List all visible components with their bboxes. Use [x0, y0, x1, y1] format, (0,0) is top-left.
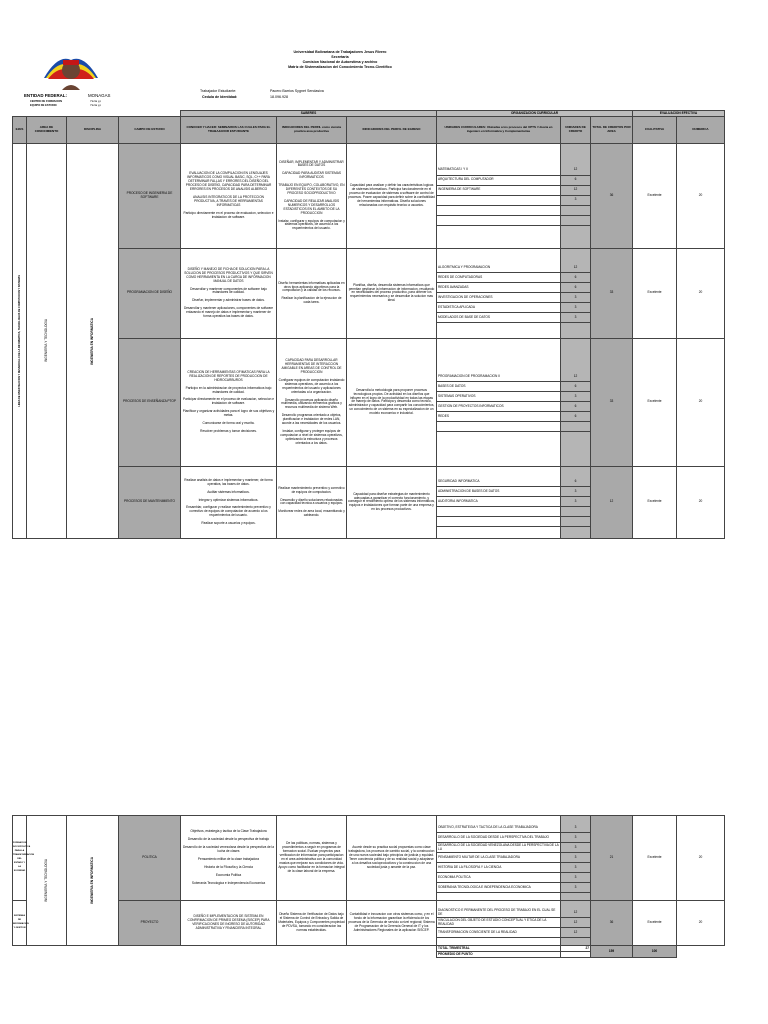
unit-name: MATEMATICAS I Y II: [437, 166, 560, 176]
total-cell: 36: [591, 901, 633, 946]
unit-credit: 12: [561, 372, 590, 382]
cualitativa-cell: Excelente: [633, 901, 677, 946]
unit-name: DESARROLLO DE LA SOCIEDAD VENEZOLANA DESDE LA PERSPECTIVA DE LA LU: [437, 843, 560, 853]
indicator-cell-item: Instalar, configurar y equipos de computacion y sistemas operativos, de acuerdo a los requerimientos del usuario.: [278, 218, 345, 231]
indicator-cell-item: Configurar equipos de computacion instalando sistemas operativos, de acuerdo a los requerimientos del usuario y aplicaciones orientadas a la organizacion.: [278, 377, 345, 394]
numerica-cell: 20: [677, 338, 725, 466]
conocer-cell-item: Ensamblar, configurar y realizar mantenimiento preventivo y correctivo de equipos de computacion de acuerdo a los requerimientos del usuario.: [186, 505, 271, 518]
indicator-cell-item: DISEÑAR, IMPLEMENTAR Y ADMINISTRAR BASES DE DATOS: [279, 159, 344, 168]
unit-credit: 3: [561, 873, 590, 883]
unit-name: BASES DE DATOS: [437, 382, 560, 392]
unit-credit: [561, 422, 590, 432]
units-cell: [437, 901, 561, 946]
indicator-cell-item: Instalar, configurar y proteger equipos de computacion a nivel de sistemas operativos, optimizando la estructura y procesos orientados a los datos.: [280, 428, 343, 445]
unit-name: [437, 206, 560, 216]
secretariat: Secretaria: [331, 55, 349, 59]
disc-cell: [67, 816, 119, 946]
column-header: DISCIPLINA: [67, 116, 119, 143]
unit-name: SEGURIDAD INFORMATICA: [437, 477, 560, 487]
unit-credit: 12: [561, 918, 590, 928]
team-label: EQUIPO DE ESTUDIO: [30, 104, 57, 107]
unit-name: ARQUITECTURA DEL COMPUTADOR: [437, 176, 560, 186]
egreso-cell: Desarrolla la metodologia para proponer procesos tecnologicos propios. De actividad en los diseños que influyen en el logro de la productividad en todas las etapas de manejo de datos. Participa y desarrolla como tecnico, administrador y capacidad para compartir los conocimientos, un conocimiento de un sistema en su especializacion de un modelo economico e industrial.: [347, 338, 437, 466]
indicator-cell: Diseño Sistema de Verificacion de Datos bajo el Sistema de Control de Entrada y Salida de Materiales, Equipos y Componentes propiedad de PDVSA, tomando en consideracion las normas establecidas.: [277, 901, 347, 946]
university-name: Universidad Bolivariana de Trabajadores Jesus Rivero: [293, 50, 387, 54]
egreso-cell: Contabilidad e innovacion con otros sistemas como, y en el fondo de la informacion garantizar la eficiencia de los procesos de la Gerencia de servicio a nivel regional; Sistema de Programacion de la Gerencia General de IT y los Administradores Regionales de la aplicacion SISCEP.: [347, 901, 437, 946]
promedio-value: [561, 952, 591, 958]
id-label: Cedula de Identidad:: [202, 95, 238, 99]
unit-name: REDES: [437, 412, 560, 422]
university-logo: [40, 52, 102, 90]
unit-credit: 12: [561, 186, 590, 196]
indicator-cell-item: Realizar la planificacion de la ejecucion de cada tarea.: [281, 296, 342, 305]
table-row: [13, 466, 725, 538]
conocer-cell-item: Soberania Tecnologica e Independencia Economica: [191, 880, 266, 885]
column-header: INDICADORES DEL PERFIL DE EGRESO: [347, 116, 437, 143]
conocer-cell: [181, 143, 277, 248]
unit-credit: 3: [561, 843, 590, 853]
unit-credit: 3: [561, 823, 590, 833]
table-row: [13, 338, 725, 466]
unit-name: [437, 507, 560, 517]
area-cell: [27, 816, 67, 946]
area-text: INGENIERIA Y TECNOLOGIA: [43, 859, 48, 902]
grand-total: 159: [591, 946, 633, 958]
conocer-cell-item: Historia de la Filosofia y la Ciencia: [204, 864, 253, 869]
unit-name: HISTORIA DE LA FILOSOFIA Y LA CIENCIA: [437, 863, 560, 873]
indicator-cell-item: Monitorear redes de area local, ensamblando y cableando.: [278, 509, 345, 518]
conocer-cell-item: Integrar y optimizar sistemas informaticos.: [198, 497, 259, 502]
matrix-table-page2: [12, 815, 725, 958]
unit-name: ADMINISTRACION DE BASES DE DATOS: [437, 487, 560, 497]
conocer-cell: DISEÑO E IMPLEMENTACION DE SISTEMA EN CONFIRMACION DE PRIMEG DESEMA (SISCEP) PARA VERIFICACIONES DE INGRESO DE AUTORIDAD ADMINISTRATIVA Y FINANCIERA INTEGRAL: [181, 901, 277, 946]
units-cell: [437, 248, 561, 338]
column-header: UNIDADES DE CREDITO: [561, 116, 591, 143]
column-header: AREA DE CONOCIMIENTO: [27, 116, 67, 143]
units-cell: [437, 466, 561, 538]
disc-cell: [67, 143, 119, 538]
unit-credit: 6: [561, 477, 590, 487]
indicator-cell: [277, 143, 347, 248]
unit-name: ALGORITMICA Y PROGRAMACION: [437, 263, 560, 273]
cualitativa-cell: Excelente: [633, 248, 677, 338]
eje-cell: [13, 143, 27, 538]
units-cell: [437, 816, 561, 901]
numerica-cell: 20: [677, 248, 725, 338]
total-cell: 33: [591, 248, 633, 338]
conocer-cell-item: Participar directamente en el proceso de evaluacion, seleccion e instalacion de software.: [182, 397, 275, 406]
unit-name: DIAGNOSTICO E PERMANENTE DEL PROCESO DE TRABAJO EN EL CUAL SE DE: [437, 908, 560, 918]
unit-credit: [561, 206, 590, 216]
unit-name: [437, 216, 560, 226]
cualitativa-cell: Excelente: [633, 338, 677, 466]
units-cell: [437, 338, 561, 466]
unit-name: INGENIERIA DE SOFTWARE: [437, 186, 560, 196]
column-header: NUMERICA: [677, 116, 725, 143]
numerica-cell: 20: [677, 816, 725, 901]
group-saberes: SABERES: [181, 111, 437, 117]
indicator-cell-item: TRABAJO EN EQUIPO, COLABORATIVO, EN DIFERENTES CONTEXTOS DE SU PROCESO SOCIOPRODUCTIVO: [278, 183, 345, 195]
total-cell: 36: [591, 143, 633, 248]
unit-name: SOBERANIA TECNOLOGICA E INDEPENDENCIA ECONOMICA: [437, 883, 560, 893]
unit-name: OBJETIVO, ESTRATEGIA Y TACTICA DE LA CLASE TRABAJADORA: [437, 823, 560, 833]
credits-cell: [561, 466, 591, 538]
conocer-cell-item: ANALISIS INTEGRATICOS DE LA PROTECCION PRODUCTIVA, A TRAVES DE HERRAMIENTAS INFORMATICAS: [193, 194, 264, 207]
unit-credit: 6: [561, 402, 590, 412]
unit-name: [437, 422, 560, 432]
unit-name: SISTEMAS OPERATIVOS: [437, 392, 560, 402]
eje-cell: SISTEMAS DE INFORMACION Y GESTION: [13, 901, 27, 946]
indicator-cell: [277, 338, 347, 466]
total-cell: 33: [591, 338, 633, 466]
unit-credit: 12: [561, 166, 590, 176]
area-text: INGENIERIA Y TECNOLOGIA: [43, 319, 48, 363]
promedio-label: PROMEDIO DE PUNTO: [437, 952, 561, 958]
eje-cell: FORMACION SOCIOPOLITICA PARA LA TRANSFORMACION DEL ESTADO Y LA SOCIEDAD: [13, 816, 27, 901]
column-header: EJES: [13, 116, 27, 143]
conocer-cell: [181, 248, 277, 338]
column-header: CAMPO DE ESTUDIO: [119, 116, 181, 143]
column-header: UNIDADES CURRICULARES: Ubicadas a los procesos del UPTS / Ucecia en ingeniero en Informatica y Complementarias: [437, 116, 561, 143]
numerica-cell: 20: [677, 466, 725, 538]
cualitativa-cell: Excelente: [633, 466, 677, 538]
group-organizacion: ORGANIZACION CURRICULAR: [437, 111, 633, 117]
unit-credit: 6: [561, 382, 590, 392]
unit-name: REDES DE COMPUTADORAS: [437, 273, 560, 283]
unit-credit: 12: [561, 928, 590, 938]
entity-label: ENTIDAD FEDERAL:: [24, 93, 67, 98]
campo-cell: PROCESOS DE ENSEÑANZA PTOP: [119, 338, 181, 466]
indicator-cell-item: Diseño herramientas informaticas aplicadas en otros tipos aplicando algoritmos para la computacion y la calidad de los recursos.: [278, 280, 345, 293]
table-row: [13, 816, 725, 901]
area-cell: [27, 143, 67, 538]
unit-name: [437, 196, 560, 206]
egreso-cell: Capacidad para analizar y definir las caracteristicas logicas de sistemas informaticos. Participa funcionalmente en el proceso de evaluacion de sistemas a software de control de procesos. Posee capacidad para definir sobre la confiabilidad de herramientas informaticas. Diseña soluciones relacionadas con requisito tecnico a usuarios.: [347, 143, 437, 248]
indicator-cell-item: CAPACIDAD PARA AUDITAR SISTEMAS INFORMATICOS: [282, 171, 341, 180]
disc-text: INGENIERIA EN INFORMATICA: [89, 317, 94, 365]
center-label: CENTRO DE FORMACION: [30, 100, 62, 103]
indicator-cell-item: CAPACIDAD PARA DESARROLLAR HERRAMIENTAS DE INTERACCION AMIGABLE EN AREAS DE CONTROL DE PRODUCCION: [281, 358, 342, 374]
unit-name: [437, 517, 560, 527]
unit-credit: 3: [561, 293, 590, 303]
unit-credit: 3: [561, 196, 590, 206]
matrix-table: [12, 110, 725, 539]
unit-name: DESARROLLO DE LA SOCIEDAD DESDE LA PERSPECTIVA DEL TRABAJO: [437, 833, 560, 843]
disc-text: INGENIERIA EN INFORMATICA: [89, 857, 94, 904]
grand-numerica: 100: [633, 946, 677, 958]
indicator-cell-item: Desarrollo y diseño soluciones relacionadas con capacidad tecnica a usuarios y equipos.: [280, 497, 343, 506]
unit-credit: 3: [561, 303, 590, 313]
total-cell: 12: [591, 466, 633, 538]
table-row: [13, 901, 725, 946]
indicator-cell-item: CAPACIDAD DE REALIZAR ANALISIS NUMERICOS Y DESARROLLOS ESTADISTICOS EN EL AMBITO DE LA PRODUCCION: [283, 198, 340, 215]
table-row: [13, 143, 725, 248]
team-value: Yku'ta y.p: [90, 104, 102, 107]
unit-credit: 12: [561, 908, 590, 918]
indicator-cell: [277, 248, 347, 338]
group-evaluacion: EVALUACION EFECTIVA: [633, 111, 725, 117]
campo-cell: PROGRAMACION DE DISEÑO: [119, 248, 181, 338]
indicator-cell-item: Desarrollo procesos aplicando diseño multimedia, utilizando elementos graficos y recursos multimedia de sistema Web.: [281, 397, 342, 410]
conocer-cell: [181, 338, 277, 466]
unit-name: MODELADOS DE BASE DE DATOS: [437, 313, 560, 323]
numerica-cell: 20: [677, 901, 725, 946]
credits-cell: [561, 901, 591, 946]
unit-credit: 6: [561, 273, 590, 283]
conocer-cell-item: Desarrollar y mantener componentes de software bajo estandares de calidad.: [190, 286, 267, 295]
unit-credit: 12: [561, 263, 590, 273]
credits-cell: [561, 816, 591, 901]
unit-name: INVESTIGACION DE OPERACIONES: [437, 293, 560, 303]
total-cell: 21: [591, 816, 633, 901]
unit-name: ECONOMIA POLITICA: [437, 873, 560, 883]
conocer-cell-item: Comunicarse de forma oral y escrita.: [202, 421, 255, 426]
conocer-cell-item: Participo directamente en el proceso de evaluacion, seleccion e instalacion de software.: [183, 210, 274, 219]
unit-credit: 6: [561, 283, 590, 293]
credits-cell: [561, 143, 591, 248]
conocer-cell-item: Participo en la administracion de proyectos informaticos bajo estandares de calidad.: [185, 385, 272, 394]
unit-credit: 3: [561, 863, 590, 873]
credits-cell: [561, 338, 591, 466]
unit-credit: [561, 216, 590, 226]
campo-cell: PROCESOS DE MANTENIMIENTO: [119, 466, 181, 538]
indicator-cell: De las politicas, normas, sistemas y procedimientos a seguir en programas de formacion social. Evaluar proyectos para verificacion de informacion para participacion en el area administrativa con la comunidad masiva que mejoran sus condiciones de vida. Apoyo como facilitador en la formacion integral de la clase laboral de la empresa.: [277, 816, 347, 901]
unit-name: PENSAMIENTO MILITAR DE LA CLASE TRABAJADORA: [437, 853, 560, 863]
eje-text: LINEA DE INVESTIGACION Y DESARROLLO DE LA INFORMATICA, TECNOLOGIAS DE COMPUTACION Y SISTEMAS: [17, 275, 21, 407]
id-value: 18.096.928: [270, 95, 288, 99]
conocer-cell-item: Planificar y organizar actividades para el logro de sus objetivos y metas.: [182, 409, 275, 418]
unit-credit: 3: [561, 883, 590, 893]
campo-cell: POLITICA: [119, 816, 181, 901]
conocer-cell-item: CREACION DE HERRAMIENTAS OFIMATICAS PARA LA REALIZACION DE REPORTES DE PRODUCCION DE HIDROCARBUROS: [187, 369, 270, 382]
conocer-cell-item: Desarrollo de la sociedad desde la perspectiva de trabajo: [187, 837, 270, 842]
column-header: CUALITATIVA: [633, 116, 677, 143]
worker-value: Pacero Barrios Sygnet Sendasiva: [270, 89, 324, 93]
unit-credit: [561, 507, 590, 517]
conocer-cell-item: Objetivos, estrategia y tactica de la Clase Trabajadora: [190, 829, 267, 834]
column-header: INDICADORES DEL PERFIL como ciencia practica area productiva: [277, 116, 347, 143]
unit-name: GESTION DE PROYECTOS INFORMATICOS: [437, 402, 560, 412]
unit-credit: 3: [561, 833, 590, 843]
center-value: Yku'ta y.p: [90, 100, 102, 103]
cualitativa-cell: Excelente: [633, 143, 677, 248]
indicator-cell: [277, 466, 347, 538]
column-header: TOTAL DE CREDITOS POR AREA: [591, 116, 633, 143]
indicator-cell-item: Realizar mantenimiento preventivo y correctivo de equipos de computacion.: [278, 485, 345, 494]
conocer-cell-item: Economia Politica: [215, 872, 242, 877]
campo-cell: PROYECTO: [119, 901, 181, 946]
unit-credit: 3: [561, 487, 590, 497]
total-trimestral-value: 27: [561, 946, 591, 952]
table-row: [13, 248, 725, 338]
unit-credit: 3: [561, 313, 590, 323]
conocer-cell-item: Desarrollo de la sociedad venezolana desde la perspectiva de la lucha de clases: [182, 845, 275, 854]
unit-name: VINCULACION DEL OBJETO DE ESTUDIO CONCEPTUAL Y ETICA DE LA REALIDAD: [437, 918, 560, 928]
numerica-cell: 20: [677, 143, 725, 248]
unit-name: TRANSFORMACION CONSCIENTE DE LA REALIDAD: [437, 928, 560, 938]
entity-value: MONAGAS: [88, 93, 111, 98]
conocer-cell-item: Desarrollar y mantener aplicaciones, componentes de software enlazando el manejo de datos e implementar y mantener de forma operativa las bases de datos.: [183, 306, 274, 319]
commission: Comision Nacional de Autoestima y archivo: [302, 60, 378, 64]
unit-credit: [561, 517, 590, 527]
unit-credit: 3: [561, 392, 590, 402]
unit-credit: 6: [561, 176, 590, 186]
egreso-cell: Planifica, diseña, desarrolla sistemas informaticos que permitan gestionar la informacion de informacion, resultando en necesidades del proceso productivo, para obtener los requerimientos necesarios y se desarrollar la solucion mas ideal.: [347, 248, 437, 338]
worker-label: Trabajador Estudiante:: [200, 89, 237, 93]
cualitativa-cell: Excelente: [633, 816, 677, 901]
conocer-cell-item: Realizar soporte a usuarios y equipos.: [201, 521, 256, 526]
egreso-cell: Capacidad para diseñar estrategias de mantenimiento adecuadas a garantizar el correcto funcionamiento, y conseguir el rendimiento optimo de los sistemas informaticos, equipos e instalaciones que forman parte de una empresa y en los procesos productivos.: [347, 466, 437, 538]
unit-credit: 6: [561, 412, 590, 422]
unit-name: AUDITORIA INFORMATICA: [437, 497, 560, 507]
conocer-cell-item: Pensamiento militar de la clase trabajadora: [197, 857, 260, 861]
egreso-cell: Asumir desde su practica social propuestas como clase trabajadora, los procesos de cambio social, y la construccion de una nueva sociedad bajo principios de justicia y equidad. Tener conciencia politica y de su realidad social y adaptarse a los desafios socioproductivos y la construccion de una sociedad justa y amante de la paz.: [347, 816, 437, 901]
conocer-cell-item: Resolver problemas y tomar decisiones.: [200, 428, 257, 433]
conocer-cell-item: DISEÑO Y MANEJO DE FICHA DE SOLUCION PARA LA SOLUCION DE PROCESOS PRODUCTIVOS Y QUE SIRVEN COMO HERRAMIENTA EN LA CARGA DE INFORMACION MANUAL DE DATOS: [184, 266, 273, 283]
conocer-cell-item: Auditar sistemas informaticos.: [207, 489, 250, 494]
conocer-cell-item: Realizar analisis de datos e implementar y mantener, de forma operativa, las bases de datos.: [184, 477, 273, 486]
unit-credit: 3: [561, 853, 590, 863]
campo-cell: PROCESO DE INGENIERIA DE SOFTWARE: [119, 143, 181, 248]
unit-credit: 3: [561, 497, 590, 507]
total-trimestral-label: TOTAL TRIMESTRAL: [437, 946, 561, 952]
conocer-cell-item: EVALUACION DE LA COMPILACION EN LENGUAJES INFORMATICOS COMO VISUAL BASIC, SQL, C++ PARA DETERMINAR FALLAS Y ERRORES DEL DISEÑO DEL PROCESO DE DISEÑO, CAPACIDAD PARA DETERMINAR ERRORES EN PROCESOS DE ANALISIS ALBERICO: [185, 171, 272, 191]
unit-name: ESTADISTICA APLICADA: [437, 303, 560, 313]
conocer-cell-item: Diseñar, implementar y administrar bases de datos.: [192, 298, 265, 303]
indicator-cell-item: Desarrollo programas orientado a objetos, planificacion e instalacion de redes LAN, acorde a las necesidades de los usuarios.: [281, 413, 342, 426]
conocer-cell: [181, 466, 277, 538]
units-cell: [437, 143, 561, 248]
matrix-title: Matriz de Sistematizacion del Conocimiento Tecno-Cientifico: [288, 65, 392, 69]
credits-cell: [561, 248, 591, 338]
column-header: CONOCER Y HACER: SEMINARIOS LAS CUALES PARA EL TRABAJADOR ESTUDIANTE: [181, 116, 277, 143]
unit-name: PROGRAMACION DE PROGRAMACION II: [437, 372, 560, 382]
conocer-cell: [181, 816, 277, 901]
unit-name: REDES AVANZADAS: [437, 283, 560, 293]
